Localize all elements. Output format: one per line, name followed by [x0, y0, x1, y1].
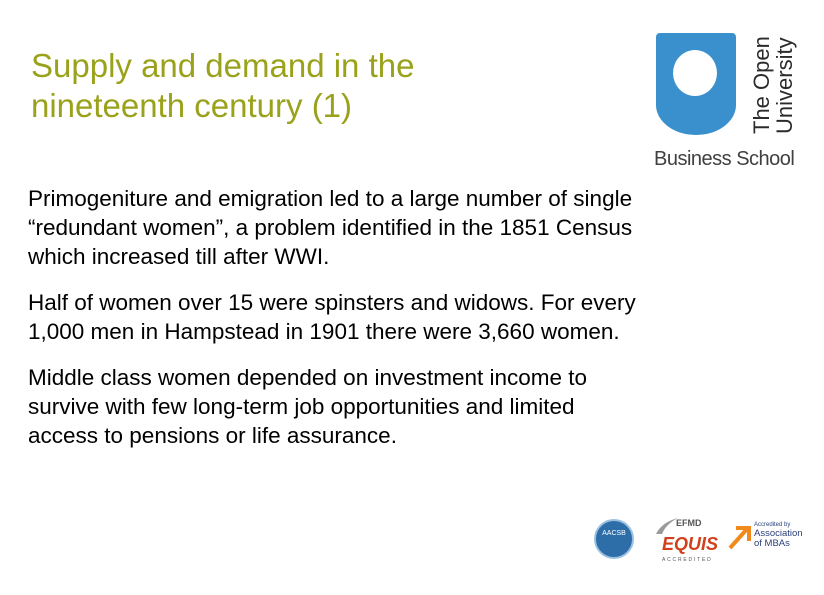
amba-text — [754, 522, 803, 549]
aacsb-logo — [591, 516, 637, 566]
body-line: which increased till after WWI. — [28, 244, 330, 269]
ou-wordmark-line: University — [772, 37, 797, 134]
body-line: access to pensions or life assurance. — [28, 423, 397, 448]
ou-wordmark — [742, 30, 802, 140]
equis-status: ACCREDITED — [662, 557, 713, 563]
body-line: 1,000 men in Hampstead in 1901 there were 3,660 women. — [28, 319, 620, 344]
slide-title-line: nineteenth century (1) — [31, 87, 353, 124]
equis-logo — [650, 516, 720, 566]
slide-title — [31, 46, 591, 126]
business-school-label: Business School — [654, 148, 795, 170]
amba-small-label: Accredited by — [754, 522, 791, 528]
amba-logo — [727, 516, 807, 566]
body-line: “redundant women”, a problem identified in the 1851 Census — [28, 215, 633, 240]
ou-wordmark-line: The Open — [749, 36, 774, 134]
ou-shield-icon — [656, 33, 736, 135]
body-paragraph — [28, 288, 798, 346]
open-university-logo — [650, 30, 800, 170]
amba-arrow-icon — [727, 523, 753, 551]
body-paragraph — [28, 363, 798, 450]
body-line: survive with few long-term job opportunities and limited — [28, 394, 575, 419]
efmd-label: EFMD — [676, 518, 702, 528]
aacsb-badge-icon — [594, 519, 634, 559]
amba-line: Association — [754, 528, 803, 539]
body-line: Middle class women depended on investment income to — [28, 365, 588, 390]
body-line: Primogeniture and emigration led to a large number of single — [28, 186, 633, 211]
slide-title-line: Supply and demand in the — [31, 47, 415, 84]
body-line: Half of women over 15 were spinsters and widows. For every — [28, 290, 636, 315]
amba-line: of MBAs — [754, 538, 790, 549]
body-paragraph — [28, 184, 798, 271]
aacsb-label: AACSB — [602, 530, 626, 537]
equis-label: EQUIS — [662, 534, 719, 554]
slide-body — [28, 184, 798, 467]
ou-circle-icon — [673, 50, 717, 96]
